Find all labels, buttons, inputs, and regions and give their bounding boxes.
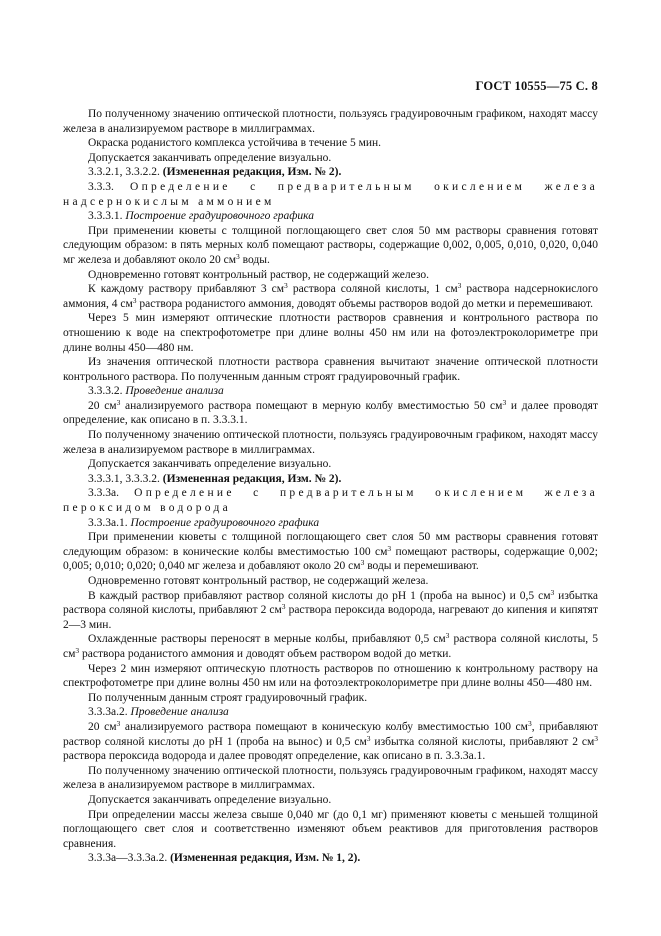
clause-number: 3.3.2.1, 3.3.2.2.: [88, 166, 163, 179]
clause-number: 3.3.3а.1.: [88, 516, 131, 529]
paragraph: При применении кюветы с толщиной поглощающего свет слоя 50 мм растворы сравнения готовят следующим образом: в конические колбы вместимостью 100 $см^3$ помещают растворы, содержащие 0,002; 0,005; 0,010; 0,020; 0,040 мг железа и добавляют около 20 $см^3$ воды и перемешивают.: [63, 531, 599, 573]
clause-number: 3.3.3а.: [88, 487, 135, 500]
paragraph: Из значения оптической плотности раствора сравнения вычитают значение оптической плотности контрольного раствора. По полученным данным строят градуировочный график.: [63, 356, 598, 383]
paragraph: Одновременно готовят контрольный раствор, не содержащий железо.: [88, 268, 429, 281]
paragraph: Одновременно готовят контрольный раствор, не содержащий железа.: [88, 575, 429, 587]
subsection-heading: [63, 516, 598, 531]
subsection-title: Построение градуировочного графика: [130, 516, 320, 529]
paragraph: При определении массы железа свыше 0,040 мг (до 0,1 мг) применяют кюветы с меньшей толщиной поглощающего свет слоя и соответственно изменяют объем реактивов для приготовления растворов сравнения.: [63, 808, 598, 850]
amendment-note: [63, 472, 598, 487]
subsection-heading: [63, 384, 598, 399]
paragraph: Через 5 мин измеряют оптические плотности растворов сравнения и контрольного раствора по отношению к воде на спектрофотометре при длине волны 450 нм или на фотоэлектроколориметре при длине волны 450—480 нм.: [63, 312, 598, 354]
paragraph: К каждому раствору прибавляют 3 $см^3$ раствора соляной кислоты, 1 $см^3$ раствора надсернокислого аммония, 4 $см^3$ раствора роданистого аммония, доводят объемы растворов водой до метки и перемешивают.: [63, 281, 598, 310]
paragraph: Окраска роданистого комплекса устойчива в течение 5 мин.: [88, 137, 382, 150]
paragraph: Допускается заканчивать определение визуально.: [88, 458, 332, 471]
amendment-text: (Измененная редакция, Изм. № 2).: [162, 166, 342, 179]
section-title: Определение с предварительным окислением железа надсернокислым аммонием: [63, 180, 598, 208]
section-heading: [63, 180, 598, 209]
clause-number: 3.3.3.1.: [88, 210, 126, 223]
paragraph: 20 $см^3$ анализируемого раствора помещают в мерную колбу вместимостью 50 $см^3$ и далее проводят определение, как описано в п. 3.3.3.1.: [63, 397, 599, 427]
paragraph: Допускается заканчивать определение визуально.: [88, 151, 332, 164]
paragraph: По полученным данным строят градуировочный график.: [88, 691, 368, 704]
clause-number: 3.3.3а.2.: [88, 706, 131, 719]
amendment-note: [63, 851, 598, 866]
clause-number: 3.3.3.2.: [88, 385, 126, 398]
subsection-heading: [63, 209, 598, 224]
amendment-text: (Измененная редакция, Изм. № 1, 2).: [170, 852, 361, 865]
amendment-note: [63, 165, 598, 180]
clause-number: 3.3.3а—3.3.3а.2.: [88, 852, 171, 865]
subsection-title: Построение градуировочного графика: [125, 210, 314, 223]
amendment-text: (Измененная редакция, Изм. № 2).: [162, 472, 342, 485]
paragraph: Допускается заканчивать определение визуально.: [88, 793, 332, 806]
subsection-title: Проведение анализа: [130, 706, 229, 719]
paragraph: При применении кюветы с толщиной поглощающего свет слоя 50 мм растворы сравнения готовят следующим образом: в пять мерных колб помещают растворы, содержащие 0,002, 0,005, 0,010, 0,020, 0,040 мг железа и добавляют около 20 $см^3$ воды.: [63, 224, 598, 266]
section-heading: [63, 486, 598, 515]
subsection-title: Проведение анализа: [125, 385, 224, 398]
paragraph: Через 2 мин измеряют оптическую плотность растворов по отношению к контрольному раствору на спектрофотометре при длине волны 450 нм или на фотоэлектроколориметре при длине волны 450—480 нм.: [63, 662, 598, 690]
paragraph: По полученному значению оптической плотности, пользуясь градуировочным графиком, находят массу железа в анализируемом растворе в миллиграммах.: [63, 429, 598, 456]
paragraph: По полученному значению оптической плотности, пользуясь градуировочным графиком, находят массу железа в анализируемом растворе в миллиграммах.: [63, 764, 598, 792]
clause-number: 3.3.3.1, 3.3.3.2.: [88, 472, 163, 485]
subsection-heading: [63, 705, 598, 720]
page-header: ГОСТ 10555—75 С. 8: [475, 79, 598, 93]
paragraph: Охлажденные растворы переносят в мерные колбы, прибавляют 0,5 $см^3$ раствора соляной кислоты, 5 $см^3$ раствора роданистого аммония и доводят объем раствором водой до метки.: [63, 631, 598, 660]
clause-number: 3.3.3.: [88, 180, 130, 193]
paragraph: В каждый раствор прибавляют раствор соляной кислоты до pH 1 (проба на вынос) и 0,5 $см^3$ избытка раствора соляной кислоты, прибавляют 2 $см^3$ раствора пероксида водорода, нагревают до кипения и кипятят 2—3 мин.: [63, 587, 598, 631]
section-title: Определение с предварительным окислением железа пероксидом водорода: [63, 487, 598, 515]
paragraph: 20 $см^3$ анализируемого раствора помещают в коническую колбу вместимостью 100 $см^3$, прибавляют раствор соляной кислоты до pH 1 (проба на вынос) и 0,5 $см^3$ избытка соляной кислоты, прибавляют 2 $см^3$ раствора пероксида водорода и далее проводят определение, как описано в п. 3.3.3а.1.: [63, 718, 598, 763]
paragraph: По полученному значению оптической плотности, пользуясь градуировочным графиком, находят массу железа в анализируемом растворе в миллиграммах.: [63, 108, 598, 135]
